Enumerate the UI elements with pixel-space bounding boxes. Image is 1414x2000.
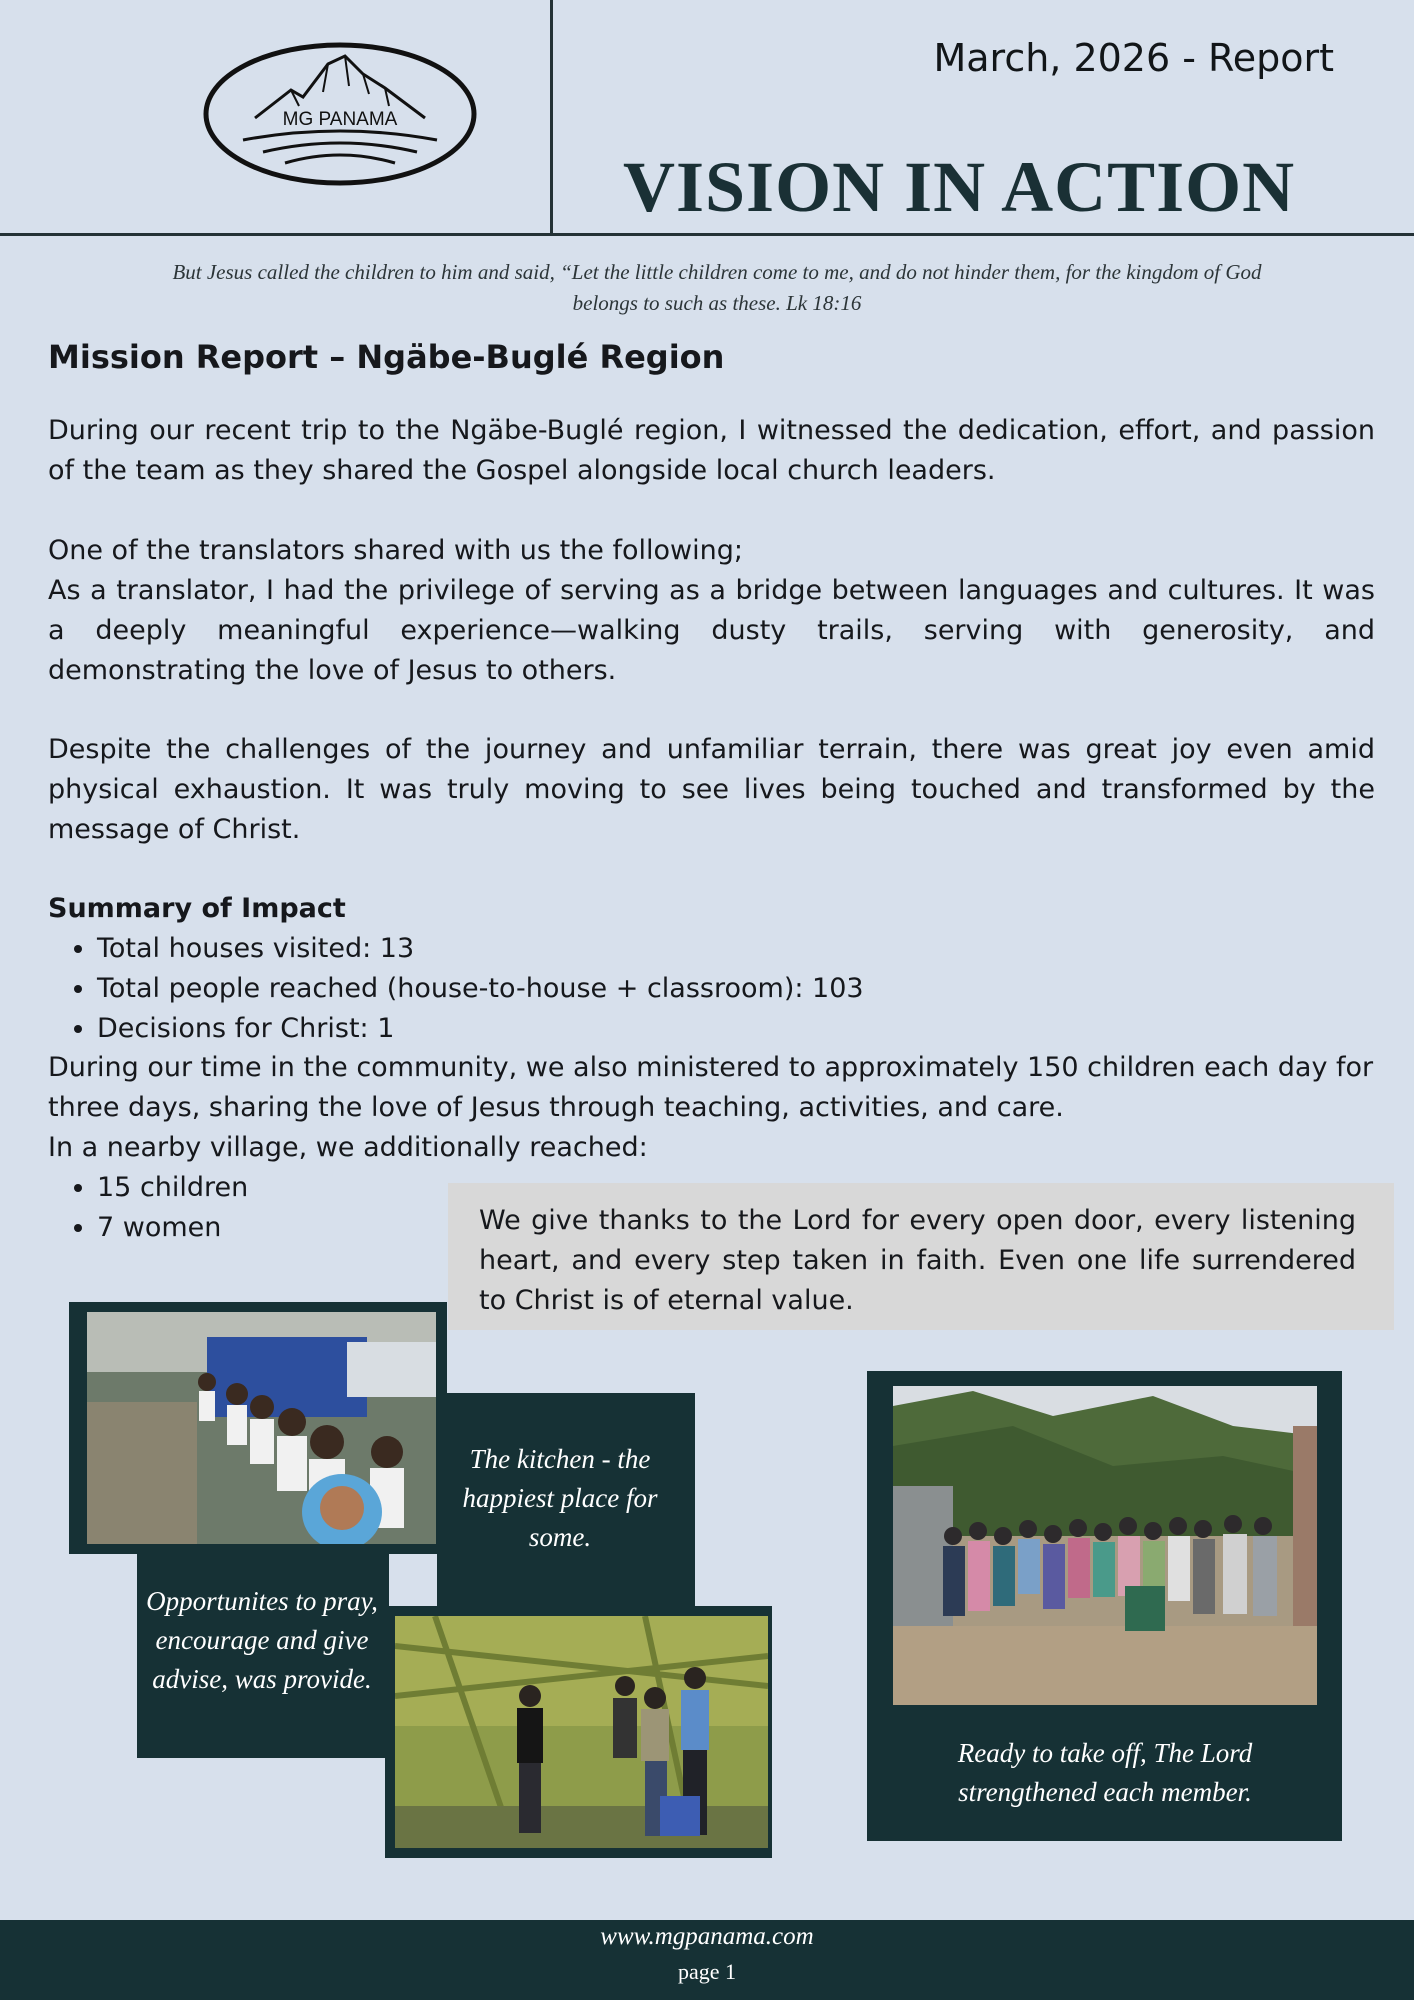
- translator-paragraph: As a translator, I had the privilege of serving as a bridge between languages and cultures. It was a deeply meaningful experience—walking dusty trails, serving with generosity, and demonstrating the love of Jesus to others.: [48, 575, 1375, 686]
- children-ministry-paragraph: During our time in the community, we also ministered to approximately 150 children each day for three days, sharing the love of Jesus through teaching, activities, and care.: [48, 1052, 1374, 1123]
- group-talk-photo: [395, 1616, 768, 1848]
- mission-report-heading: Mission Report – Ngäbe-Buglé Region: [48, 338, 725, 376]
- challenges-paragraph: Despite the challenges of the journey and unfamiliar terrain, there was great joy even amid physical exhaustion. It was truly moving to see lives being touched and transformed by the message of Christ.: [48, 734, 1375, 845]
- website-link[interactable]: www.mgpanama.com: [600, 1923, 814, 1950]
- caption-pray: Opportunites to pray, encourage and give advise, was provide.: [146, 1586, 378, 1694]
- header-divider-horizontal: [0, 233, 1414, 236]
- page-title: VISION IN ACTION: [623, 147, 1296, 227]
- mg-panama-logo: [203, 42, 477, 187]
- village-intro: In a nearby village, we additionally reached:: [48, 1132, 648, 1163]
- team-group-photo: [893, 1386, 1317, 1705]
- page-number: page 1: [677, 1959, 737, 1984]
- list-item: • Total houses visited: 13: [97, 929, 864, 969]
- intro-paragraph: During our recent trip to the Ngäbe-Buglé region, I witnessed the dedication, effort, and passion of the team as they shared the Gospel alongside local church leaders.: [48, 415, 1375, 486]
- report-date: March, 2026 - Report: [933, 36, 1334, 80]
- svg-text:MG PANAMA: MG PANAMA: [282, 109, 398, 130]
- children-lineup-photo: [87, 1312, 436, 1544]
- scripture-quote-line-1: But Jesus called the children to him and said, “Let the little children come to me, and do not hinder them, for the kingdom of God: [172, 260, 1262, 284]
- list-item: • 15 children: [97, 1168, 248, 1208]
- list-item: • Total people reached (house-to-house + classroom): 103: [97, 969, 864, 1009]
- impact-list: [48, 929, 864, 1049]
- scripture-quote-line-2: belongs to such as these. Lk 18:16: [572, 291, 862, 315]
- header-divider-vertical: [550, 0, 553, 234]
- scripture-quote: [90, 257, 1344, 319]
- village-list: [48, 1168, 248, 1248]
- caption-team: Ready to take off, The Lord strengthened each member.: [957, 1738, 1253, 1807]
- caption-kitchen: The kitchen - the happiest place for some.: [462, 1444, 658, 1552]
- list-item: • Decisions for Christ: 1: [97, 1009, 864, 1049]
- thanks-callout: We give thanks to the Lord for every open door, every listening heart, and every step taken in faith. Even one life surrendered to Christ is of eternal value.: [448, 1183, 1394, 1330]
- list-item: • 7 women: [97, 1208, 248, 1248]
- translator-intro: One of the translators shared with us the following;: [48, 535, 743, 566]
- summary-heading: Summary of Impact: [48, 893, 346, 924]
